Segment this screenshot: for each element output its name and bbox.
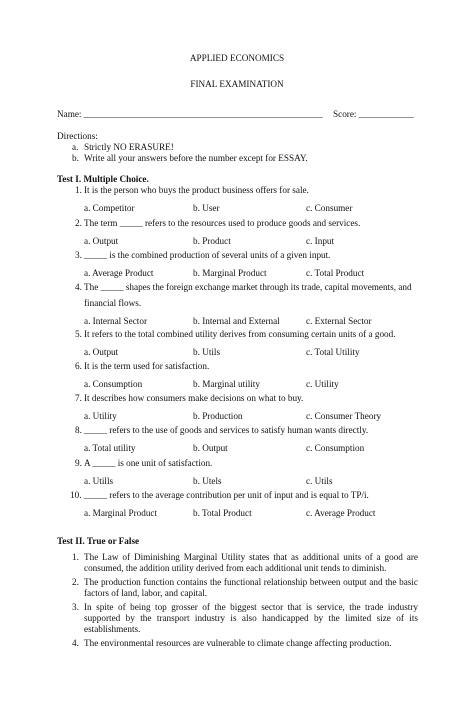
question-text: The _____ shapes the foreign exchange market through its trade, capital movements, and bbox=[84, 282, 412, 292]
choice-option: b. Production bbox=[193, 411, 243, 421]
statement-text: The production function contains the functional relationship between output and the basic factors of land, labor, and capital. bbox=[84, 577, 418, 598]
choice-option: c. Utils bbox=[306, 476, 333, 486]
directions-marker: a. bbox=[72, 142, 79, 152]
question-text: _____ refers to the use of goods and services to satisfy human wants directly. bbox=[84, 425, 369, 435]
statement-text: The environmental resources are vulnerable to climate change affecting production. bbox=[84, 638, 392, 648]
choice-option: a. Competitor bbox=[84, 203, 135, 213]
score-field-label: Score: ____________ bbox=[333, 109, 414, 119]
choice-option: a. Utility bbox=[84, 411, 117, 421]
choice-option: b. Product bbox=[193, 236, 231, 246]
question-number: 7. bbox=[75, 393, 82, 403]
choice-option: b. User bbox=[193, 203, 220, 213]
choice-option: c. External Sector bbox=[306, 316, 372, 326]
question-number: 6. bbox=[75, 361, 82, 371]
statement-text: The Law of Diminishing Marginal Utility states that as additional units of a good are consumed, the addition utility derived from each additional unit tends to diminish. bbox=[84, 552, 418, 573]
exam-title: APPLIED ECONOMICS bbox=[189, 53, 285, 63]
choice-option: c. Consumption bbox=[306, 443, 365, 453]
name-field-label: Name: ____________________________________________________ bbox=[57, 109, 323, 119]
statement-text: In spite of being top grosser of the biggest sector that is service, the trade industry supported by the transport industry is also handicapped by the limited size of its establishments. bbox=[84, 602, 418, 634]
choice-option: c. Total Utility bbox=[306, 347, 360, 357]
choice-option: a. Internal Sector bbox=[84, 316, 148, 326]
test2-heading: Test II. True or False bbox=[57, 536, 140, 546]
test1-heading: Test I. Multiple Choice. bbox=[57, 174, 149, 184]
choice-option: a. Output bbox=[84, 236, 119, 246]
question-number: 2. bbox=[75, 218, 82, 228]
directions-heading: Directions: bbox=[57, 131, 98, 141]
question-text: _____ refers to the average contribution per unit of input and is equal to TP/i. bbox=[84, 490, 369, 500]
choice-option: a. Marginal Product bbox=[84, 508, 158, 518]
choice-option: c. Consumer Theory bbox=[306, 411, 382, 421]
question-text: A _____ is one unit of satisfaction. bbox=[84, 458, 213, 468]
choice-option: a. Utills bbox=[84, 476, 114, 486]
choice-option: b. Marginal Product bbox=[193, 268, 267, 278]
question-number: 10. bbox=[70, 490, 82, 500]
question-text: It describes how consumers make decisions on what to buy. bbox=[84, 393, 304, 403]
choice-option: c. Utility bbox=[306, 379, 339, 389]
question-number: 5. bbox=[75, 329, 82, 339]
question-number: 8. bbox=[75, 425, 82, 435]
question-number: 9. bbox=[75, 458, 82, 468]
question-text: It is the term used for satisfaction. bbox=[84, 361, 210, 371]
statement-number: 4. bbox=[72, 638, 79, 648]
statement-number: 1. bbox=[72, 552, 79, 562]
directions-item-text: Strictly NO ERASURE! bbox=[84, 142, 174, 152]
choice-option: b. Total Product bbox=[193, 508, 252, 518]
choice-option: c. Input bbox=[306, 236, 335, 246]
statement-number: 2. bbox=[72, 577, 79, 587]
question-text: It refers to the total combined utility derives from consuming certain units of a good. bbox=[84, 329, 396, 339]
statement-number: 3. bbox=[72, 602, 79, 612]
question-text: _____ is the combined production of several units of a given input. bbox=[84, 250, 331, 260]
choice-option: b. Output bbox=[193, 443, 228, 453]
question-text: financial flows. bbox=[84, 298, 142, 308]
choice-option: b. Internal and External bbox=[193, 316, 280, 326]
choice-option: c. Total Product bbox=[306, 268, 365, 278]
question-number: 4. bbox=[75, 282, 82, 292]
choice-option: c. Average Product bbox=[306, 508, 376, 518]
choice-option: b. Marginal utility bbox=[193, 379, 260, 389]
choice-option: c. Consumer bbox=[306, 203, 353, 213]
directions-marker: b. bbox=[72, 153, 79, 163]
exam-subtitle: FINAL EXAMINATION bbox=[190, 79, 284, 89]
question-text: The term _____ refers to the resources used to produce goods and services. bbox=[84, 218, 361, 228]
directions-item-text: Write all your answers before the number except for ESSAY. bbox=[84, 153, 308, 163]
choice-option: b. Utils bbox=[193, 347, 221, 357]
choice-option: a. Consumption bbox=[84, 379, 143, 389]
question-text: It is the person who buys the product business offers for sale. bbox=[84, 185, 309, 195]
question-number: 1. bbox=[75, 185, 82, 195]
choice-option: a. Average Product bbox=[84, 268, 154, 278]
choice-option: a. Output bbox=[84, 347, 119, 357]
question-number: 3. bbox=[75, 250, 82, 260]
choice-option: a. Total utility bbox=[84, 443, 136, 453]
choice-option: b. Utels bbox=[193, 476, 222, 486]
